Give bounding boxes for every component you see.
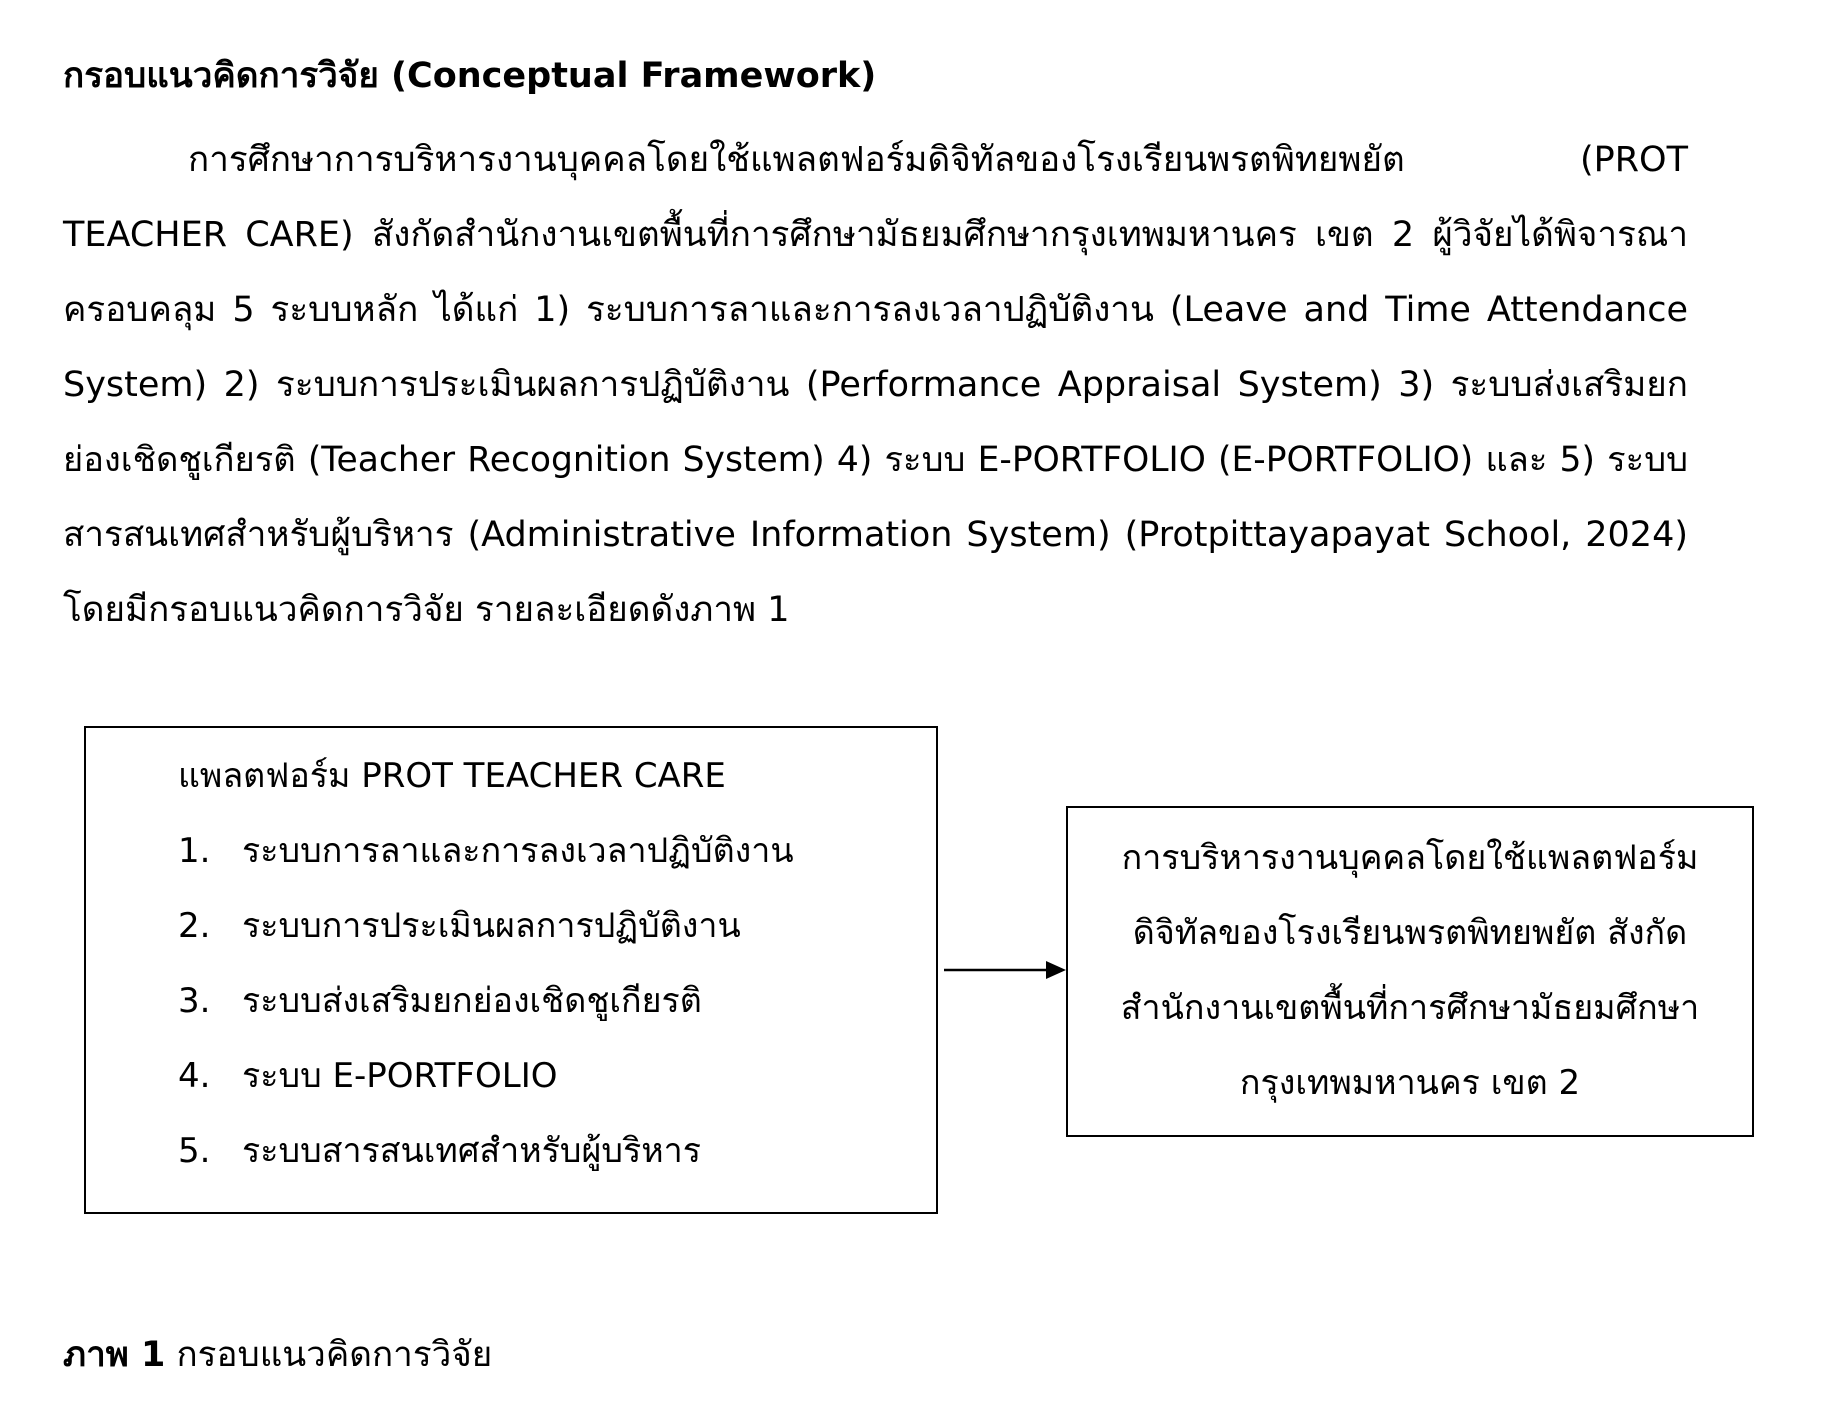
list-item-text: ระบบการประเมินผลการปฏิบัติงาน (242, 906, 741, 946)
list-number: 2. (178, 906, 211, 946)
platform-box-title: แพลตฟอร์ม PROT TEACHER CARE (178, 756, 726, 796)
system-list-item (178, 827, 794, 902)
section-heading: กรอบแนวคิดการวิจัย (Conceptual Framework) (63, 56, 877, 96)
list-item-text: ระบบ E-PORTFOLIO (242, 1056, 558, 1096)
paragraph-line: ครอบคลุม 5 ระบบหลัก ได้แก่ 1) ระบบการลาและการลงเวลาปฏิบัติงาน (Leave and Time Attendance (63, 290, 1688, 330)
list-item-text: ระบบการลาและการลงเวลาปฏิบัติงาน (242, 831, 794, 871)
paragraph-line: System) 2) ระบบการประเมินผลการปฏิบัติงาน (Performance Appraisal System) 3) ระบบส่งเสริมยก (63, 365, 1688, 405)
figure-caption-text: กรอบแนวคิดการวิจัย (165, 1335, 493, 1375)
outcome-line: สำนักงานเขตพื้นที่การศึกษามัธยมศึกษา (1120, 988, 1700, 1028)
system-list-item (178, 902, 794, 977)
outcome-line: การบริหารงานบุคคลโดยใช้แพลตฟอร์ม (1121, 838, 1699, 878)
list-number: 3. (178, 981, 211, 1021)
system-list (178, 827, 794, 1202)
list-item-text: ระบบส่งเสริมยกย่องเชิดชูเกียรติ (242, 981, 702, 1021)
outcome-line: ดิจิทัลของโรงเรียนพรตพิทยพยัต สังกัด (1132, 913, 1688, 953)
flow-arrow (944, 956, 1068, 984)
system-list-item (178, 977, 794, 1052)
list-number: 4. (178, 1056, 211, 1096)
platform-box (84, 726, 938, 1214)
list-number: 5. (178, 1131, 211, 1171)
system-list-item (178, 1052, 794, 1127)
paragraph-line: โดยมีกรอบแนวคิดการวิจัย รายละเอียดดังภาพ 1 (63, 590, 790, 630)
paragraph-line: TEACHER CARE) สังกัดสำนักงานเขตพื้นที่การศึกษามัธยมศึกษากรุงเทพมหานคร เขต 2 ผู้วิจัยได้พิจารณา (63, 215, 1688, 255)
paragraph-line: ย่องเชิดชูเกียรติ (Teacher Recognition System) 4) ระบบ E-PORTFOLIO (E-PORTFOLIO) และ 5) ระบบ (63, 440, 1688, 480)
body-paragraph (63, 123, 1688, 648)
figure-label: ภาพ 1 (63, 1335, 166, 1375)
system-list-item (178, 1127, 794, 1202)
figure-caption (63, 1331, 492, 1379)
list-number: 1. (178, 831, 211, 871)
paragraph-line: สารสนเทศสำหรับผู้บริหาร (Administrative Information System) (Protpittayapayat School, 2024) (63, 515, 1688, 555)
list-item-text: ระบบสารสนเทศสำหรับผู้บริหาร (242, 1131, 702, 1171)
paragraph-line: การศึกษาการบริหารงานบุคคลโดยใช้แพลตฟอร์มดิจิทัลของโรงเรียนพรตพิทยพยัต (PROT (188, 140, 1688, 180)
outcome-box (1066, 806, 1754, 1137)
outcome-line: กรุงเทพมหานคร เขต 2 (1239, 1063, 1581, 1103)
